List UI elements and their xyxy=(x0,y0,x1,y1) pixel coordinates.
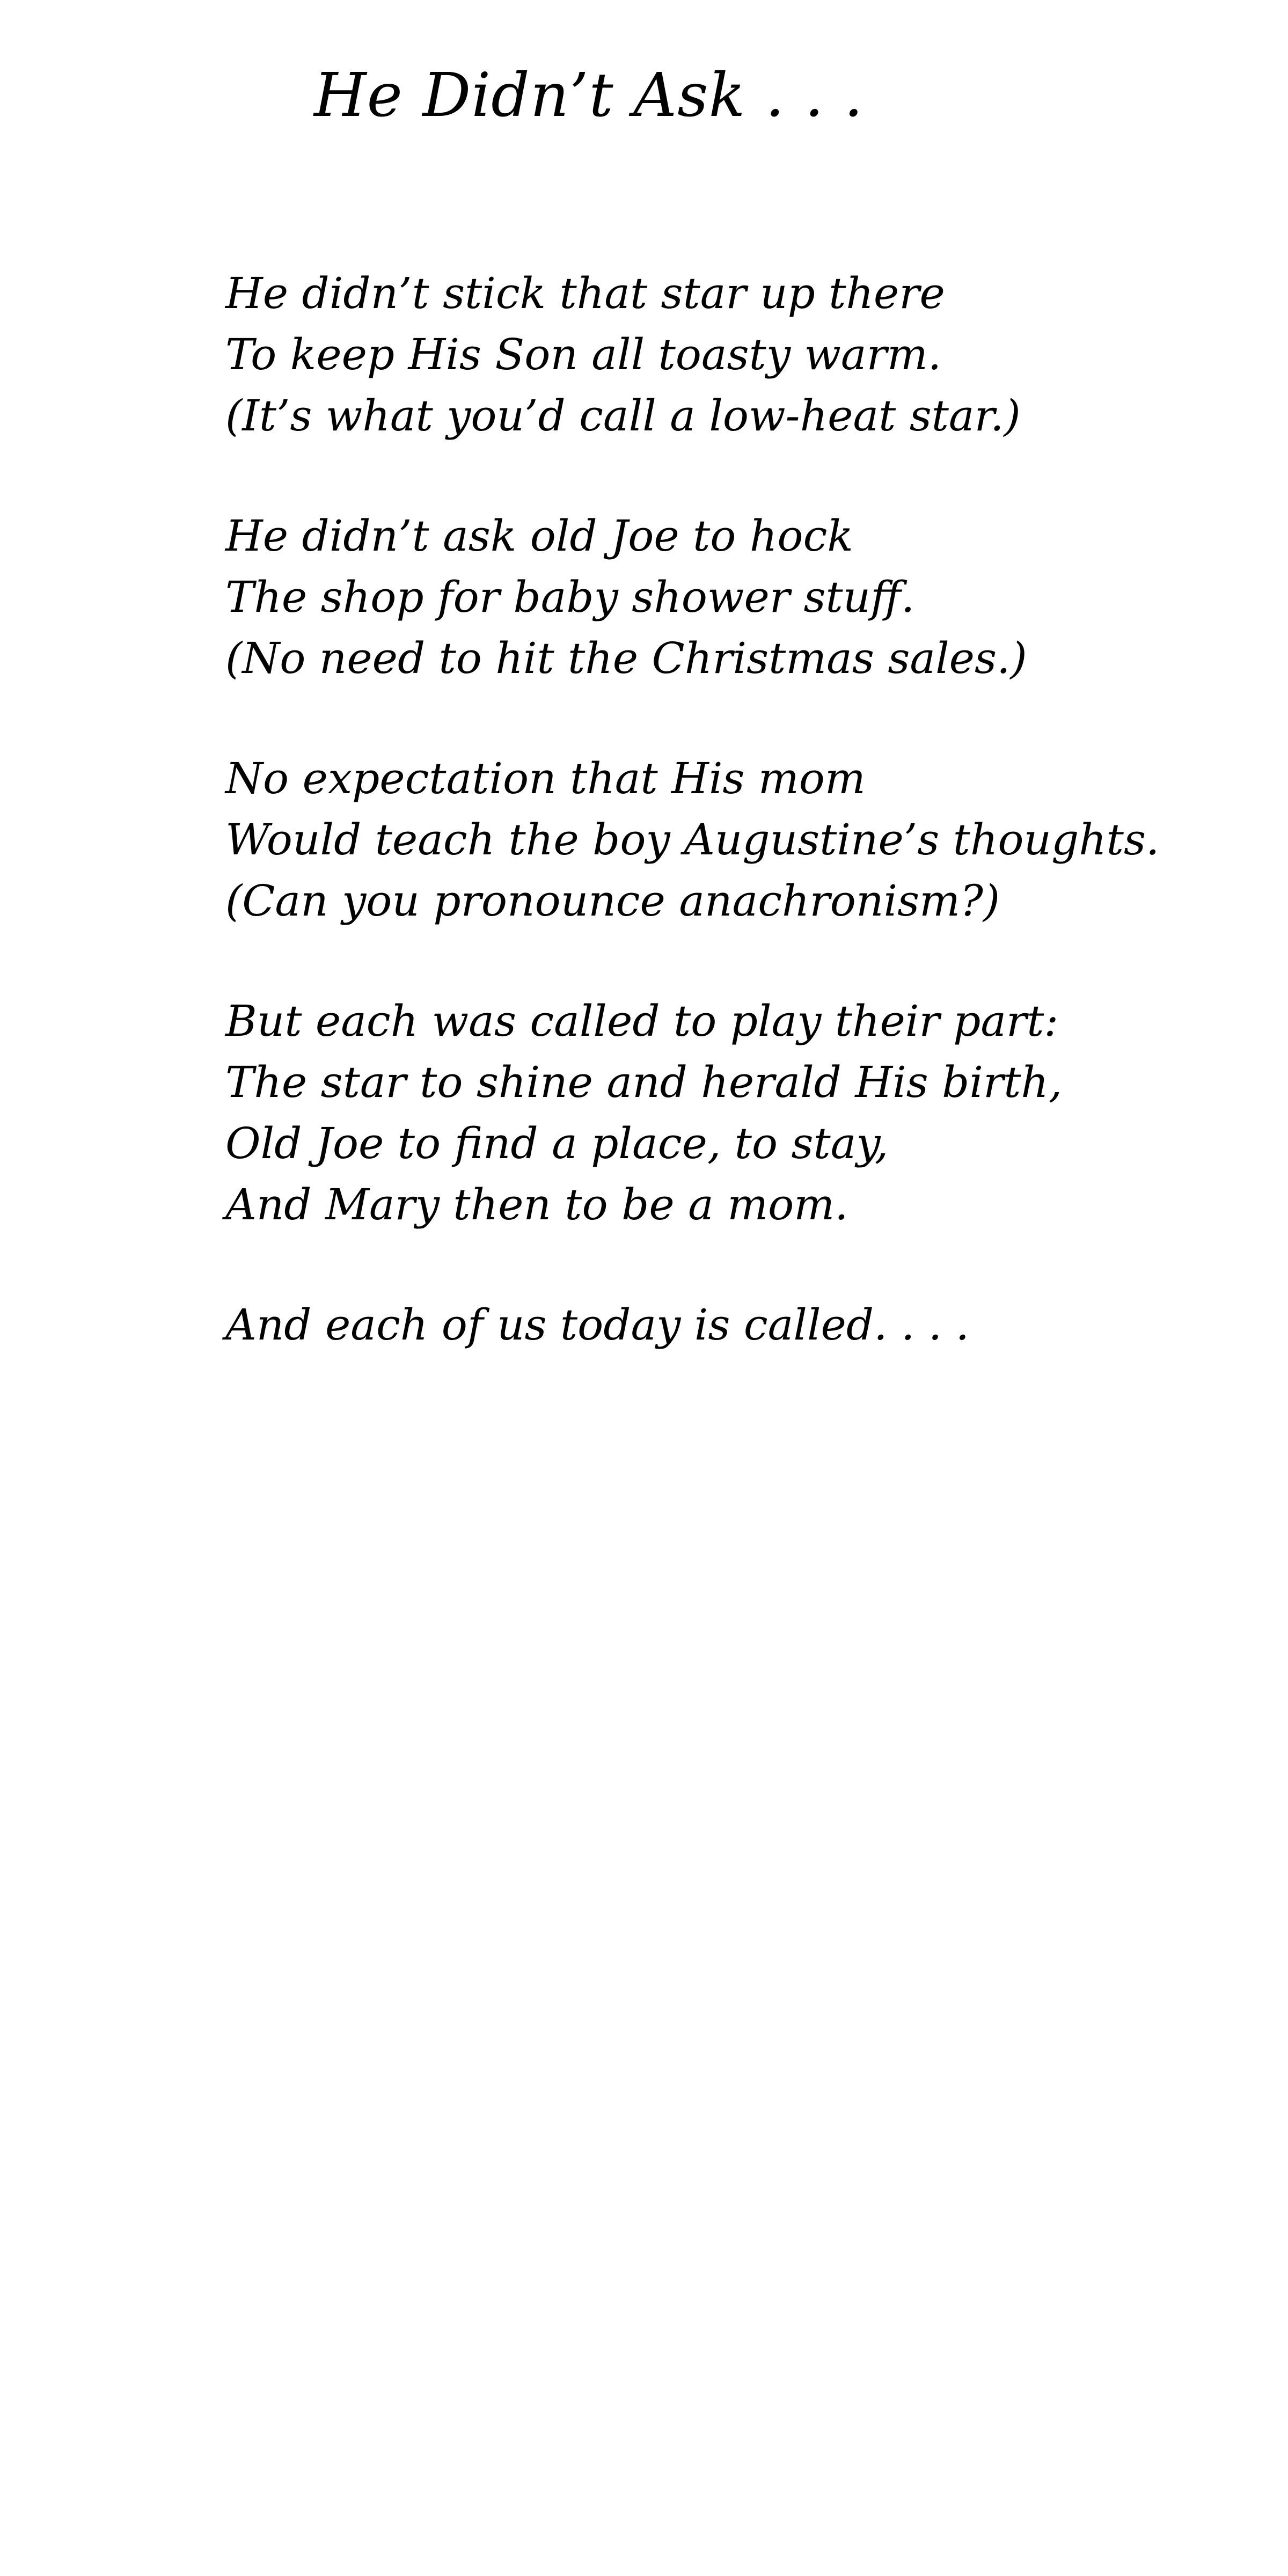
poem-line: The star to shine and herald His birth, xyxy=(225,1057,1063,1107)
poem-line: To keep His Son all toasty warm. xyxy=(225,330,942,379)
poem-line: He didn’t stick that star up there xyxy=(225,268,945,318)
poem-line: He didn’t ask old Joe to hock xyxy=(225,511,853,561)
poem-line: And Mary then to be a mom. xyxy=(225,1180,848,1230)
poem-body xyxy=(225,263,1245,1415)
stanza-4 xyxy=(225,991,1245,1235)
poem-line: (It’s what you’d call a low-heat star.) xyxy=(225,391,1021,441)
stanza-1 xyxy=(225,263,1245,447)
poem-title: He Didn’t Ask . . . xyxy=(314,61,864,130)
poem-line: Old Joe to find a place, to stay, xyxy=(225,1118,889,1168)
stanza-3 xyxy=(225,748,1245,932)
stanza-5 xyxy=(225,1294,1245,1356)
poem-line: The shop for baby shower stuff. xyxy=(225,572,915,622)
poem-line: (No need to hit the Christmas sales.) xyxy=(225,633,1027,683)
poem-line: And each of us today is called. . . . xyxy=(225,1300,970,1350)
poem-line: But each was called to play their part: xyxy=(225,996,1059,1046)
stanza-2 xyxy=(225,506,1245,689)
poem-line: (Can you pronounce anachronism?) xyxy=(225,876,1000,926)
poem-line: Would teach the boy Augustine’s thoughts. xyxy=(225,815,1160,865)
poem-line: No expectation that His mom xyxy=(225,753,866,803)
